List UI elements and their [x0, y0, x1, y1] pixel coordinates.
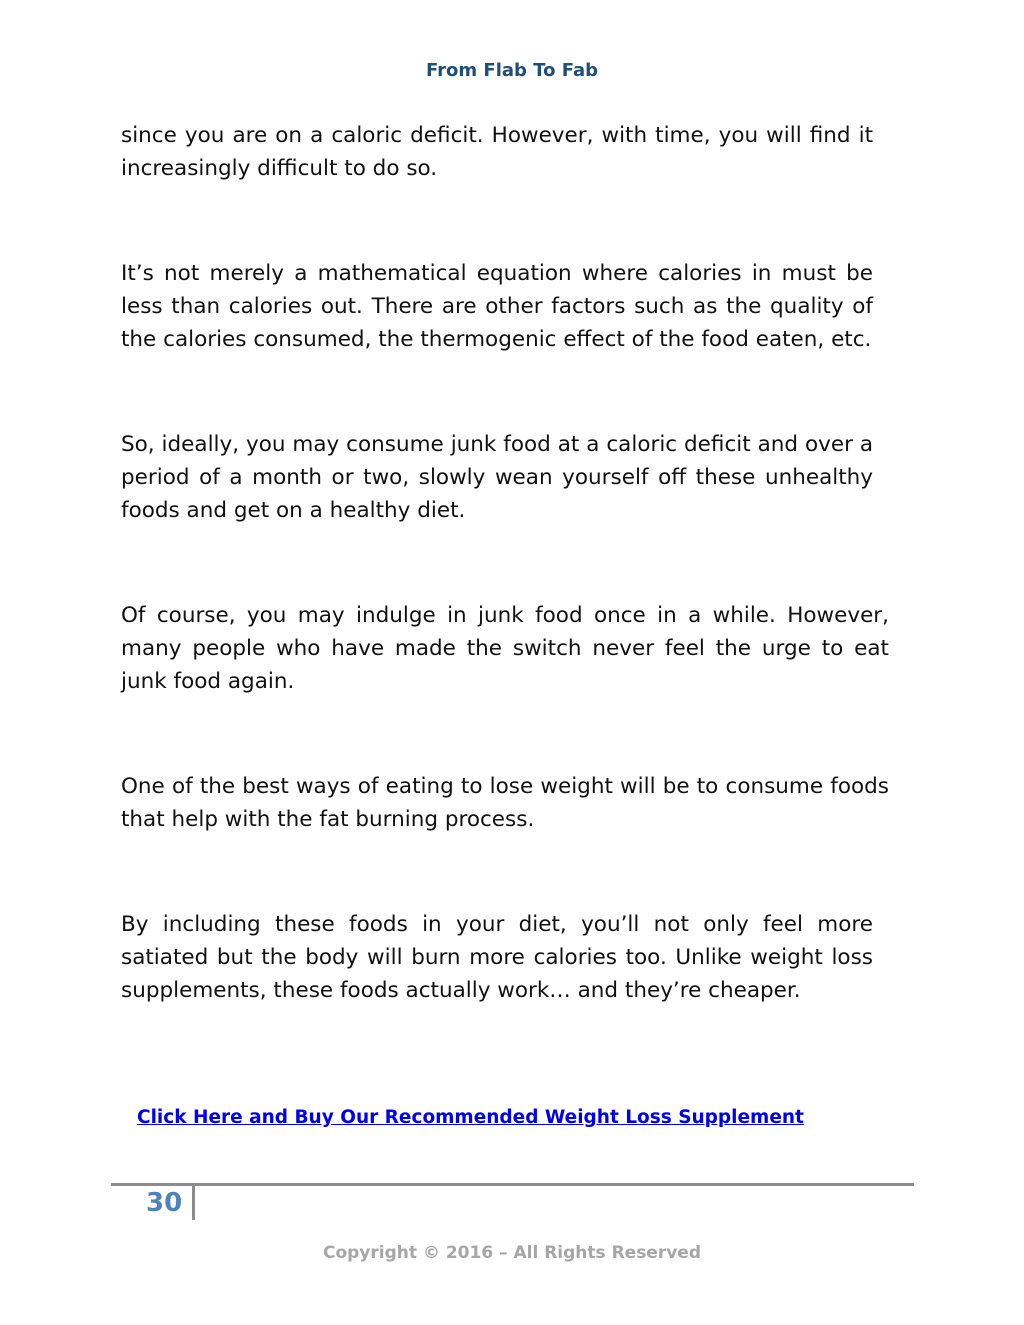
body-paragraph: So, ideally, you may consume junk food at a caloric deficit and over a period of a month or two, slowly wean yourself off these unhealthy foods and get on a healthy diet. — [121, 432, 873, 523]
footer-divider — [111, 1183, 914, 1186]
body-paragraph: By including these foods in your diet, you’ll not only feel more satiated but the body will burn more calories too. Unlike weight loss supplements, these foods actually work… and they’re cheaper. — [121, 912, 873, 1003]
page-body — [121, 119, 889, 1007]
body-paragraph: One of the best ways of eating to lose weight will be to consume foods that help with the fat burning process. — [121, 774, 889, 832]
body-paragraph: It’s not merely a mathematical equation where calories in must be less than calories out. There are other factors such as the quality of the calories consumed, the thermogenic effect of the food eaten, etc. — [121, 261, 873, 352]
page-number-divider — [192, 1186, 195, 1220]
running-header-title: From Flab To Fab — [426, 60, 598, 81]
buy-supplement-link[interactable]: Click Here and Buy Our Recommended Weight Loss Supplement — [137, 1107, 804, 1128]
page-number: 30 — [146, 1188, 183, 1218]
body-paragraph: Of course, you may indulge in junk food once in a while. However, many people who have made the switch never feel the urge to eat junk food again. — [121, 603, 889, 694]
body-paragraph: since you are on a caloric deficit. However, with time, you will find it increasingly difficult to do so. — [121, 123, 873, 181]
copyright-notice: Copyright © 2016 – All Rights Reserved — [322, 1243, 702, 1263]
